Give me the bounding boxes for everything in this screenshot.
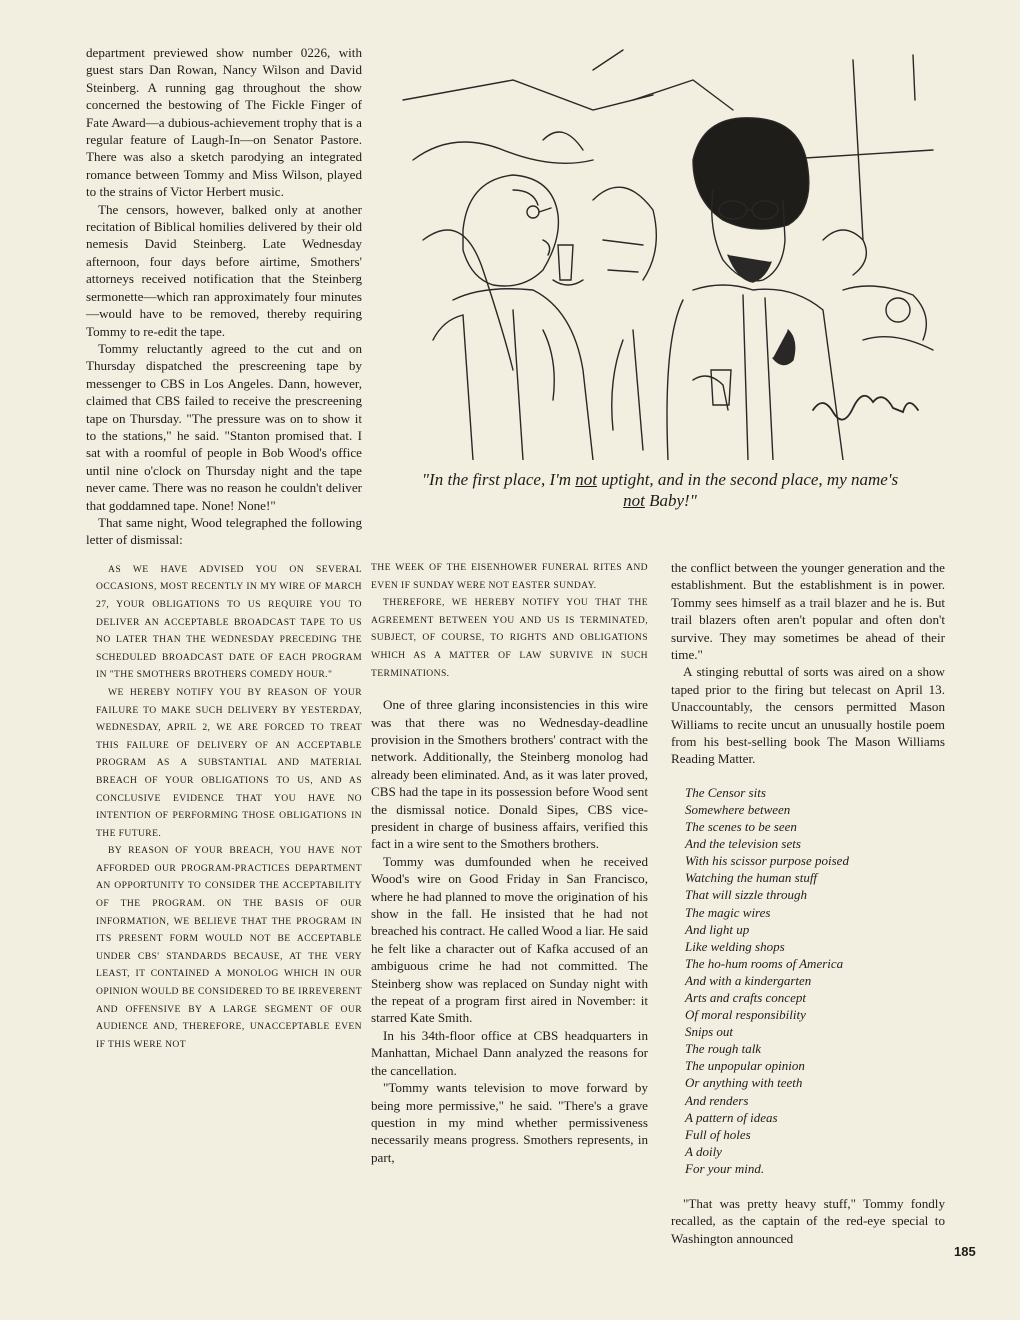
poem-line: The ho-hum rooms of America xyxy=(685,955,844,971)
poem-line: Or anything with teeth xyxy=(685,1075,803,1091)
poem-line: The unpopular opinion xyxy=(685,1058,805,1074)
article-column-3 xyxy=(671,559,945,1247)
poem-line: Snips out xyxy=(685,1024,734,1040)
cartoon-caption xyxy=(420,469,900,511)
poem-line: The magic wires xyxy=(685,904,771,920)
poem-line: Watching the human stuff xyxy=(685,870,818,886)
paragraph: In his 34th-floor office at CBS headquarters in Manhattan, Michael Dann analyzed the reasons for the cancellation. xyxy=(371,1027,648,1078)
paragraph: Tommy reluctantly agreed to the cut and on Thursday dispatched the prescreening tape by messenger to CBS in Los Angeles. Dann, however, claimed that CBS failed to receive the prescreening tape on Thursday. "The pressure was on to show it to the stations," he said. "Stanton promised that. I sat with a roomful of people in Bob Wood's office until nine o'clock on Thursday night and the tape never came. There was no reason he couldn't deliver that goddamned tape. None! None!" xyxy=(86,340,362,513)
paragraph: The censors, however, balked only at another recitation of Biblical homilies delivered by their old nemesis David Steinberg. Late Wednesday afternoon, four days before airtime, Smothers' attorneys received notification that the Steinberg sermonette—which ran approximately four minutes—would have to be removed, thereby requiring Tommy to re-edit the tape. xyxy=(86,201,362,339)
paragraph: A stinging rebuttal of sorts was aired on a show taped prior to the firing but telecast on April 13. Unaccountably, the censors permitted Mason Williams to recite uncut an unusually hostile poem from his best-selling book The Mason Williams Reading Matter. xyxy=(671,664,945,767)
poem-line: The scenes to be seen xyxy=(685,819,797,835)
poem-line: That will sizzle through xyxy=(685,887,807,903)
article-column-1 xyxy=(86,44,362,1053)
poem-line: Somewhere between xyxy=(685,801,791,817)
poem-line: And the television sets xyxy=(685,836,801,852)
page-number: 185 xyxy=(954,1244,976,1259)
caption-text: Baby!" xyxy=(644,491,697,510)
caption-underlined-word: not xyxy=(623,491,645,510)
telegram-paragraph: THEREFORE, WE HEREBY NOTIFY YOU THAT THE AGREEMENT BETWEEN YOU AND US IS TERMINATED, SUBJECT, OF COURSE, TO RIGHTS AND OBLIGATIONS WHICH AS A MATTER OF LAW SURVIVE IN SUCH TERMINATIONS. xyxy=(371,597,648,679)
poem-line: With his scissor purpose poised xyxy=(685,853,849,869)
poem-line: The rough talk xyxy=(685,1041,762,1057)
telegram-paragraph: WE HEREBY NOTIFY YOU BY REASON OF YOUR FAILURE TO MAKE SUCH DELIVERY BY YESTERDAY, WEDNESDAY, APRIL 2, WE ARE FORCED TO TREAT THIS FAILURE OF DELIVERY OF AN ACCEPTABLE PROGRAM AS A SUBSTANTIAL AND MATERIAL BREACH OF YOUR OBLIGATIONS TO US, AND AS CONCLUSIVE EVIDENCE THAT YOU HAVE NO INTENTION OF PERFORMING THOSE OBLIGATIONS IN THE FUTURE. xyxy=(96,686,362,839)
paragraph: That same night, Wood telegraphed the following letter of dismissal: xyxy=(86,514,362,548)
paragraph: Tommy was dumfounded when he received Wood's wire on Good Friday in San Francisco, where he had planned to move the origination of his show in the fall. He insisted that he had not breached his contract. He called Wood a liar. He said he felt like a character out of Kafka accused of an ambiguous crime he had not committed. The Steinberg show was replaced on Sunday night with the repeat of a program first aired in November: it starred Kate Smith. xyxy=(371,853,648,1026)
poem-line: Like welding shops xyxy=(685,938,785,954)
paragraph: "Tommy wants television to move forward by being more permissive," he said. "There's a grave question in my mind whether permissiveness necessarily means progress. Smothers represents, in part, xyxy=(371,1080,648,1165)
caption-text: uptight, and in the second place, my name's xyxy=(597,470,899,489)
paragraph: the conflict between the younger generation and the establishment. But the establishment is in power. Tommy sees himself as a trail blazer and he is. But trail blazers often aren't popular and often don't survive. They may sometimes be ahead of their time." xyxy=(671,560,945,663)
telegram-paragraph: THE WEEK OF THE EISENHOWER FUNERAL RITES AND EVEN IF SUNDAY WERE NOT EASTER SUNDAY. xyxy=(371,562,648,591)
cartoon-illustration xyxy=(393,40,953,460)
paragraph-text: department previewed show number 0226, with guest stars Dan Rowan, Nancy Wilson and David Steinberg. A running gag throughout the show concerned the bestowing of The Fickle Finger of Fate Award—a dubious-achievement trophy that is a regular feature of Laugh-In—on Senator Pastore. There was also a sketch parodying an integrated romance between Tommy and Miss Wilson, played to the strains of Victor Herbert music. xyxy=(86,45,362,200)
paragraph: One of three glaring inconsistencies in this wire was that there was no Wednesday-deadline provision in the Smothers brothers' contract with the network. Additionally, the Steinberg monolog had already been eliminated. And, as it was later proved, CBS had the tape in its possession before Wood sent the dismissal notice. Donald Sipes, CBS vice-president in charge of business affairs, verified this fact in a wire sent to the Smothers brothers. xyxy=(371,697,648,852)
poem-line: A doily xyxy=(685,1143,722,1159)
poem-line: Of moral responsibility xyxy=(685,1007,806,1023)
poem-line: And light up xyxy=(685,921,750,937)
poem-line: For your mind. xyxy=(685,1160,765,1176)
poem-line: Full of holes xyxy=(685,1126,751,1142)
caption-underlined-word: not xyxy=(575,470,597,489)
paragraph: "That was pretty heavy stuff," Tommy fondly recalled, as the captain of the red-eye special to Washington announced xyxy=(671,1196,945,1246)
poem-line: Arts and crafts concept xyxy=(685,990,806,1005)
telegram-paragraph: BY REASON OF YOUR BREACH, YOU HAVE NOT AFFORDED OUR PROGRAM-PRACTICES DEPARTMENT AN OPPORTUNITY TO CONSIDER THE ACCEPTABILITY OF THE PROGRAM. ON THE BASIS OF OUR INFORMATION, WE BELIEVE THAT THE PROGRAM IN ITS PRESENT FORM WOULD NOT BE ACCEPTABLE UNDER CBS' STANDARDS BECAUSE, AT THE VERY LEAST, IT CONTAINED A MONOLOG WHICH IN OUR OPINION WOULD BE CONSIDERED TO BE IRREVERENT AND OFFENSIVE BY A LARGE SEGMENT OF OUR AUDIENCE AND, THEREFORE, UNACCEPTABLE EVEN IF THIS WERE NOT xyxy=(96,845,362,1050)
poem xyxy=(685,784,945,1177)
paragraph xyxy=(86,44,362,201)
telegram-paragraph: AS WE HAVE ADVISED YOU ON SEVERAL OCCASIONS, MOST RECENTLY IN MY WIRE OF MARCH 27, YOUR OBLIGATIONS TO US REQUIRE YOU TO DELIVER AN ACCEPTABLE BROADCAST TAPE TO US NO LATER THAN THE WEDNESDAY PRECEDING THE SCHEDULED BROADCAST DATE OF EACH PROGRAM IN "THE SMOTHERS BROTHERS COMEDY HOUR." xyxy=(96,563,362,681)
poem-line: And renders xyxy=(685,1092,749,1108)
caption-text: "In the first place, I'm xyxy=(421,470,576,489)
poem-line: A pattern of ideas xyxy=(685,1109,778,1125)
article-column-2 xyxy=(371,559,648,1166)
poem-line: And with a kindergarten xyxy=(685,972,812,988)
poem-line: The Censor sits xyxy=(685,784,766,800)
